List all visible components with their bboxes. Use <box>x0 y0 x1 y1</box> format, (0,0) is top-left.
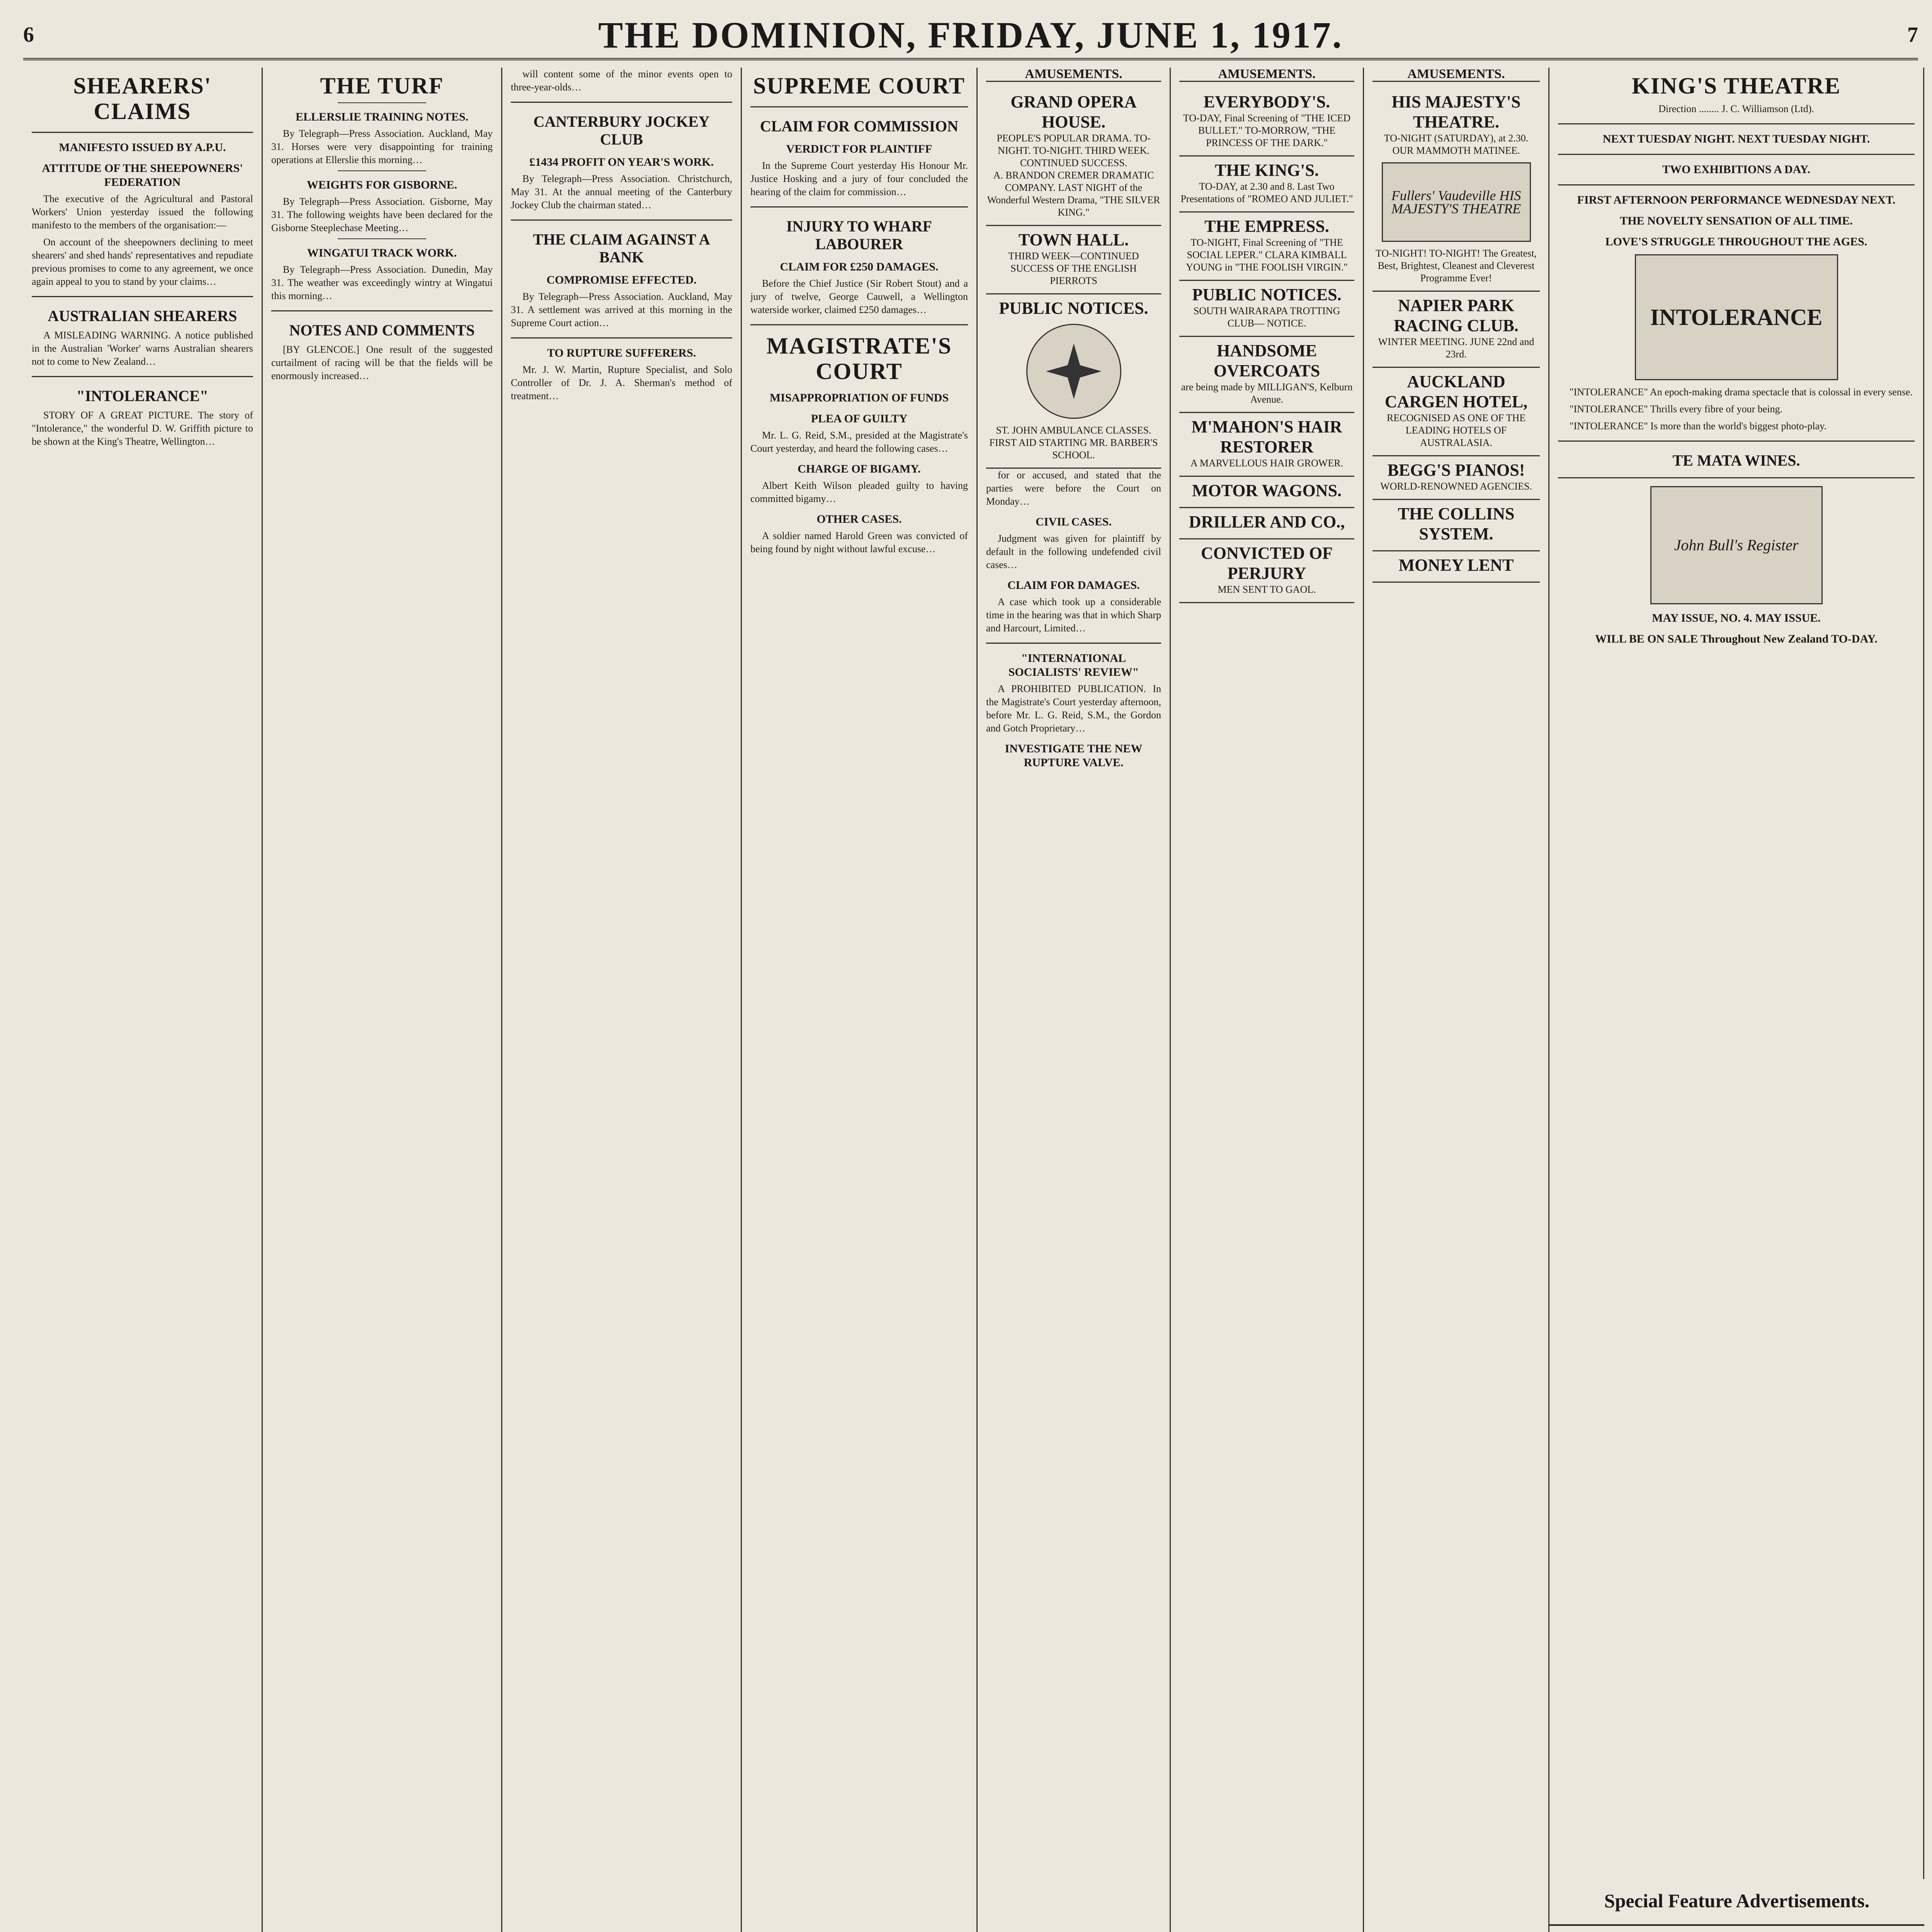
heading-claim-against-bank: THE CLAIM AGAINST A BANK <box>533 231 710 266</box>
column-racing-bank <box>502 68 742 1932</box>
notice-overcoats: HANDSOME OVERCOATS are being made by MILLIGAN'S, Kelburn Avenue. <box>1179 337 1354 413</box>
notice-grand-opera-house: GRAND OPERA HOUSE. PEOPLE'S POPULAR DRAMA. TO-NIGHT. TO-NIGHT. THIRD WEEK. CONTINUED SUCCESS. A. BRANDON CREMER DRAMATIC COMPANY. LAST NIGHT of the Wonderful Western Drama, "THE SILVER KING." <box>986 88 1161 226</box>
notice-the-empress: THE EMPRESS. TO-NIGHT, Final Screening of "THE SOCIAL LEPER." CLARA KIMBALL YOUNG in "THE FOOLISH VIRGIN." <box>1179 213 1354 281</box>
heading-te-mata-wines: TE MATA WINES. <box>1672 452 1800 469</box>
ambulance-emblem-icon <box>1026 324 1121 419</box>
masthead-title: THE DOMINION, FRIDAY, JUNE 1, 1917. <box>598 14 1343 56</box>
subheading: £1434 PROFIT ON YEAR'S WORK. <box>529 156 714 168</box>
subheading: WEIGHTS FOR GISBORNE. <box>306 179 457 191</box>
article-paragraph: STORY OF A GREAT PICTURE. The story of "Intolerance," the wonderful D. W. Griffith picture to be shown at the King's Theatre, Wellington… <box>32 410 253 447</box>
page-number-right: 7 <box>1907 23 1918 47</box>
article-paragraph: A PROHIBITED PUBLICATION. In the Magistrate's Court yesterday afternoon, before Mr. L. G. Reid, S.M., the Gordon and Gotch Proprietary… <box>986 683 1161 734</box>
notice-driller: DRILLER AND CO., <box>1179 508 1354 539</box>
column-supreme-court <box>742 68 978 1932</box>
article-paragraph: Before the Chief Justice (Sir Robert Stout) and a jury of twelve, George Cauwell, a Wellington waterside worker, claimed £250 damages… <box>750 278 968 315</box>
subheading: PLEA OF GUILTY <box>811 412 908 425</box>
article-paragraph: Mr. L. G. Reid, S.M., presided at the Magistrate's Court yesterday, and heard the following cases… <box>750 430 968 454</box>
amusements-header: AMUSEMENTS. <box>986 68 1161 82</box>
heading-canterbury-jockey-club: CANTERBURY JOCKEY CLUB <box>533 113 710 148</box>
intolerance-logo: INTOLERANCE <box>1635 254 1838 380</box>
subheading: MANIFESTO ISSUED BY A.P.U. <box>59 141 226 154</box>
article-paragraph: By Telegraph—Press Association. Auckland, May 31. Horses were very disappointing for training operations at Ellerslie this morning… <box>271 128 493 165</box>
article-paragraph: for or accused, and stated that the parties were before the Court on Monday… <box>986 469 1161 507</box>
article-paragraph: The executive of the Agricultural and Pastoral Workers' Union yesterday issued the following manifesto to the members of the organisation:— <box>32 193 253 231</box>
column-turf <box>263 68 502 1932</box>
notice-public-2: PUBLIC NOTICES. SOUTH WAIRARAPA TROTTING CLUB— NOTICE. <box>1179 281 1354 337</box>
heading-australian-shearers: AUSTRALIAN SHEARERS <box>48 307 237 325</box>
subheading: OTHER CASES. <box>816 513 902 526</box>
article-paragraph: will content some of the minor events open to three-year-olds… <box>511 68 732 93</box>
article-paragraph: By Telegraph—Press Association. Gisborne, May 31. The following weights have been declared for the Gisborne Steeplechase Meeting… <box>271 196 493 233</box>
masthead <box>23 12 1918 60</box>
notice-collins-system: THE COLLINS SYSTEM. <box>1372 500 1540 551</box>
article-paragraph: In the Supreme Court yesterday His Honour Mr. Justice Hosking and a jury of four concluded the hearing of the claim for commission… <box>750 160 968 197</box>
notice-perjury: CONVICTED OF PERJURY MEN SENT TO GAOL. <box>1179 539 1354 603</box>
heading-shearers-claims: SHEARERS' CLAIMS <box>73 73 212 124</box>
notice-money-lent: MONEY LENT <box>1372 551 1540 583</box>
heading-supreme-court: SUPREME COURT <box>753 73 965 99</box>
fullers-vaudeville-logo: Fullers' Vaudeville HIS MAJESTY'S THEATRE <box>1382 162 1531 242</box>
notice-hair-restorer: M'MAHON'S HAIR RESTORER A MARVELLOUS HAIR GROWER. <box>1179 413 1354 477</box>
article-paragraph: On account of the sheepowners declining to meet shearers' and shed hands' representatives and repudiate previous promises to come to any agreement, we once again appeal to you to stand by your claims… <box>32 236 253 287</box>
article-paragraph: "INTOLERANCE" Is more than the world's biggest photo-play. <box>1570 420 1827 432</box>
column-amusements-3 <box>1364 68 1549 1932</box>
notice-town-hall: TOWN HALL. THIRD WEEK—CONTINUED SUCCESS OF THE ENGLISH PIERROTS <box>986 226 1161 294</box>
article-paragraph: Mr. J. W. Martin, Rupture Specialist, and Solo Controller of Dr. J. A. Sherman's method of treatment… <box>511 364 732 401</box>
special-feature-heading: Special Feature Advertisements. <box>1549 1889 1924 1926</box>
heading-magistrates-court: MAGISTRATE'S COURT <box>766 333 952 384</box>
article-paragraph: By Telegraph—Press Association. Dunedin, May 31. The weather was exceedingly wintry at Wingatui this morning… <box>271 264 493 301</box>
subheading: CHARGE OF BIGAMY. <box>798 463 921 475</box>
amusements-header: AMUSEMENTS. <box>1179 68 1354 82</box>
subheading: WINGATUI TRACK WORK. <box>307 247 457 259</box>
heading-notes-comments: NOTES AND COMMENTS <box>289 321 475 339</box>
column-shearers <box>23 68 263 1932</box>
article-paragraph: By Telegraph—Press Association. Auckland, May 31. A settlement was arrived at this morning in the Supreme Court action… <box>511 291 732 328</box>
subheading: TO RUPTURE SUFFERERS. <box>547 347 696 359</box>
article-paragraph: A case which took up a considerable time in the hearing was that in which Sharp and Harcourt, Limited… <box>986 596 1161 634</box>
column-amusements-1 <box>978 68 1171 1932</box>
column-amusements-2 <box>1171 68 1364 1932</box>
notice-his-majestys: HIS MAJESTY'S THEATRE. TO-NIGHT (SATURDAY), at 2.30. OUR MAMMOTH MATINEE. Fullers' Vaudeville HIS MAJESTY'S THEATRE TO-NIGHT! TO-NIGHT! The Greatest, Best, Brightest, Cleanest and Cleverest Programme Ever! <box>1372 88 1540 292</box>
notice-napier-park: NAPIER PARK RACING CLUB. WINTER MEETING. JUNE 22nd and 23rd. <box>1372 292 1540 368</box>
notice-cargen-hotel: AUCKLAND CARGEN HOTEL, RECOGNISED AS ONE OF THE LEADING HOTELS OF AUSTRALASIA. <box>1372 368 1540 456</box>
subheading: VERDICT FOR PLAINTIFF <box>786 143 932 155</box>
notice-the-kings: THE KING'S. TO-DAY, at 2.30 and 8. Last Two Presentations of "ROMEO AND JULIET." <box>1179 156 1354 213</box>
article-paragraph: Judgment was given for plaintiff by default in the following undefended civil cases… <box>986 533 1161 570</box>
article-paragraph: A soldier named Harold Green was convicted of being found by night without lawful excuse… <box>750 530 968 554</box>
notice-everybodys: EVERYBODY'S. TO-DAY, Final Screening of "THE ICED BULLET." TO-MORROW, "THE PRINCESS OF THE DARK." <box>1179 88 1354 156</box>
john-bulls-register-logo: John Bull's Register <box>1650 486 1823 604</box>
subheading: CLAIM FOR £250 DAMAGES. <box>780 260 939 273</box>
article-paragraph: "INTOLERANCE" An epoch-making drama spectacle that is colossal in every sense. <box>1570 386 1913 398</box>
heading-claim-commission: CLAIM FOR COMMISSION <box>760 117 959 135</box>
heading-wharf-labourer: INJURY TO WHARF LABOURER <box>786 218 932 253</box>
article-paragraph: [BY GLENCOE.] One result of the suggested curtailment of racing will be that the fields will be enormously increased… <box>271 344 493 381</box>
article-paragraph: By Telegraph—Press Association. Christchurch, May 31. At the annual meeting of the Canterbury Jockey Club the chairman stated… <box>511 173 732 211</box>
subheading: CLAIM FOR DAMAGES. <box>1007 579 1140 592</box>
subheading: CIVIL CASES. <box>1036 515 1112 528</box>
subheading: ELLERSLIE TRAINING NOTES. <box>295 111 469 123</box>
article-paragraph: "INTOLERANCE" Thrills every fibre of your being. <box>1570 403 1782 415</box>
subheading: MISAPPROPRIATION OF FUNDS <box>769 391 949 404</box>
notice-motor-wagons: MOTOR WAGONS. <box>1179 477 1354 508</box>
notice-beggs-pianos: BEGG'S PIANOS! WORLD-RENOWNED AGENCIES. <box>1372 456 1540 500</box>
column-kings-theatre: KING'S THEATRE Direction ........ J. C. Williamson (Ltd). NEXT TUESDAY NIGHT. NEXT TUESDAY NIGHT. TWO EXHIBITIONS A DAY. FIRST AFTERNOON PERFORMANCE WEDNESDAY NEXT. THE NOVELTY SENSATION OF ALL TIME. LOVE'S STRUGGLE THROUGHOUT THE AGES. INTOLERANCE "INTOLERANCE" An epoch-making drama spectacle that is colossal in every sense. "INTOLERANCE" Thrills every fibre of your being. "INTOLERANCE" Is more than the world's biggest photo-play. TE MATA WINES. John Bull's Register MAY ISSUE, NO. 4. MAY ISSUE. WILL BE ON SALE Throughout New Zealand TO-DAY. <box>1549 68 1924 1879</box>
heading-kings-theatre: KING'S THEATRE <box>1632 73 1841 99</box>
notice-public: PUBLIC NOTICES. ST. JOHN AMBULANCE CLASSES. FIRST AID STARTING MR. BARBER'S SCHOOL. <box>986 294 1161 469</box>
page-number-left: 6 <box>23 23 34 47</box>
subheading: INVESTIGATE THE NEW RUPTURE VALVE. <box>1005 742 1143 769</box>
article-paragraph: Albert Keith Wilson pleaded guilty to having committed bigamy… <box>750 480 968 504</box>
heading-the-turf: THE TURF <box>320 73 444 99</box>
subheading: ATTITUDE OF THE SHEEPOWNERS' FEDERATION <box>42 162 243 189</box>
subheading: COMPROMISE EFFECTED. <box>546 274 697 286</box>
article-paragraph: A MISLEADING WARNING. A notice published in the Australian 'Worker' warns Australian shearers not to come to New Zealand… <box>32 330 253 367</box>
amusements-header: AMUSEMENTS. <box>1372 68 1540 82</box>
subheading: "INTERNATIONAL SOCIALISTS' REVIEW" <box>1008 652 1139 679</box>
heading-intolerance: "INTOLERANCE" <box>76 387 209 405</box>
